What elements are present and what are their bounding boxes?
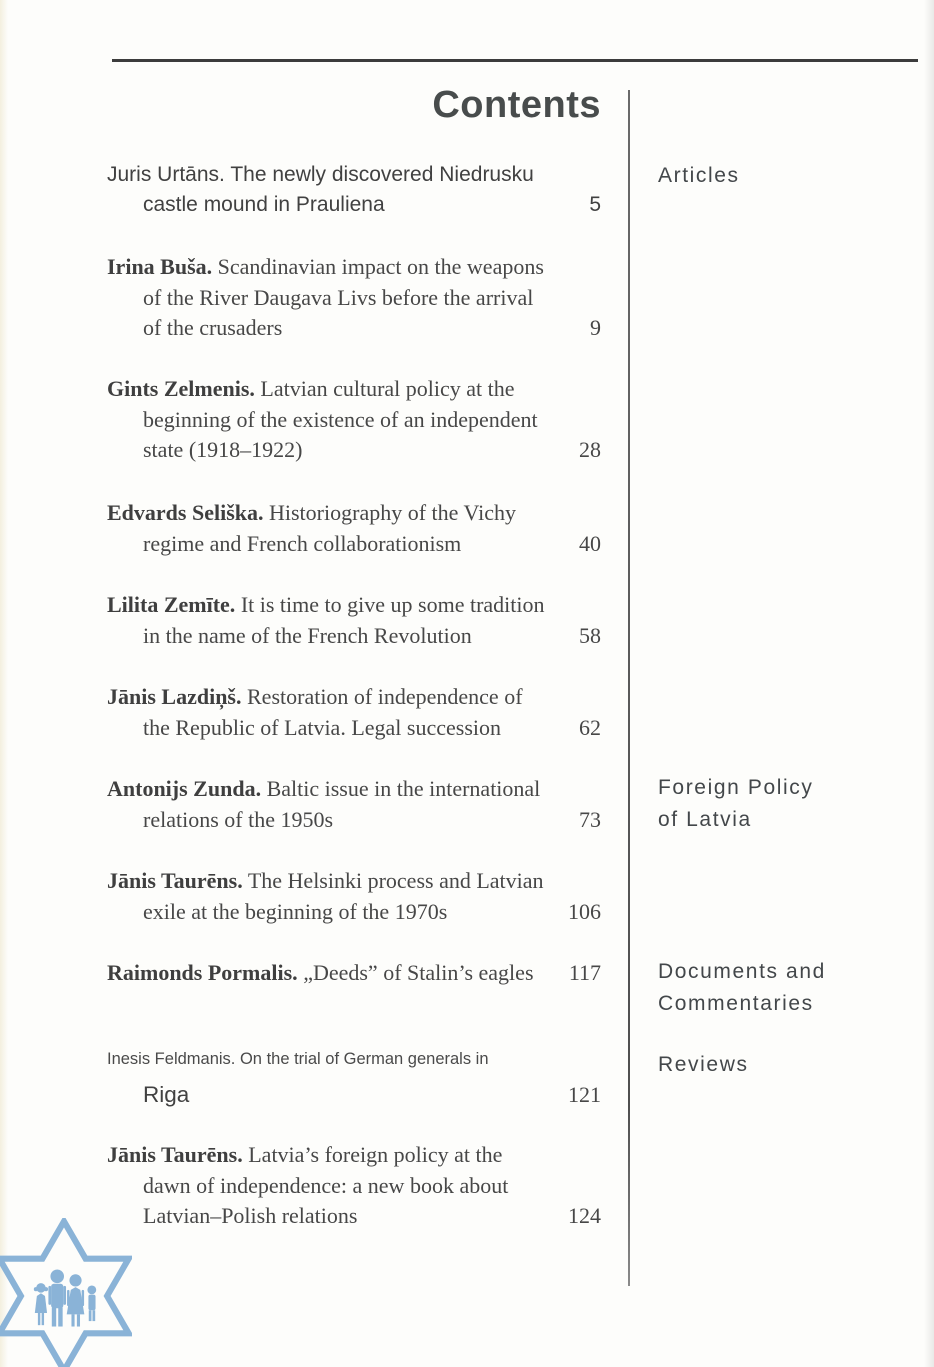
- entry-line: regime and French collaborationism: [143, 530, 462, 556]
- entry-title: Latvian cultural policy at the: [254, 376, 515, 401]
- page-number: 121: [568, 1081, 601, 1107]
- entry-author: Gints Zelmenis.: [107, 376, 255, 401]
- toc-entry: [107, 866, 601, 927]
- entry-title: Restoration of independence of: [241, 684, 523, 709]
- entry-line: [107, 498, 601, 529]
- entry-line: of the River Daugava Livs before the arrival: [143, 284, 534, 310]
- toc-entry: [107, 774, 601, 835]
- header-rule: [112, 59, 918, 62]
- section-label-line: Reviews: [658, 1053, 749, 1076]
- toc-entry: [107, 590, 601, 651]
- entry-author: Edvards Seliška.: [107, 500, 264, 525]
- section-label-foreign-policy: [658, 772, 813, 835]
- page-number: 73: [579, 806, 601, 832]
- page-title: Contents: [432, 84, 601, 126]
- section-label-line: Articles: [658, 164, 740, 187]
- entry-line: [107, 1140, 601, 1171]
- entry-line: [107, 866, 601, 897]
- entry-line: [107, 1048, 601, 1070]
- star-of-david-family-icon: [0, 1218, 132, 1367]
- entry-author: Jānis Lazdiņš.: [107, 684, 242, 709]
- entry-author: Jānis Taurēns.: [107, 868, 243, 893]
- entry-author: Juris Urtāns.: [107, 163, 225, 186]
- toc-entry: [107, 374, 601, 466]
- entry-line: castle mound in Prauliena: [143, 193, 385, 216]
- entry-author: Raimonds Pormalis.: [107, 960, 298, 985]
- page-left-edge: [0, 0, 8, 1367]
- section-label-line: of Latvia: [658, 807, 752, 831]
- entry-line: Latvian–Polish relations: [143, 1203, 358, 1228]
- toc-entry: [107, 682, 601, 743]
- entry-title: „Deeds” of Stalin’s eagles: [297, 960, 534, 985]
- entry-author: Jānis Taurēns.: [107, 1142, 243, 1167]
- entry-title: Baltic issue in the international: [261, 776, 541, 801]
- entry-line: Riga: [143, 1082, 190, 1107]
- section-label-documents: [658, 956, 826, 1019]
- entry-line: [107, 252, 601, 283]
- entry-line: relations of the 1950s: [143, 806, 334, 832]
- toc-entry: [107, 1140, 601, 1232]
- entry-title: The Helsinki process and Latvian: [242, 868, 544, 893]
- entry-line: beginning of the existence of an independent: [143, 406, 538, 432]
- page-number: 9: [590, 315, 601, 340]
- entry-line: in the name of the French Revolution: [143, 622, 472, 648]
- column-divider: [628, 90, 630, 1286]
- entry-author: Antonijs Zunda.: [107, 776, 262, 801]
- page-number: 5: [589, 193, 601, 216]
- page-number: 58: [579, 622, 601, 648]
- section-label-line: Foreign Policy: [658, 776, 814, 799]
- entry-line: [107, 374, 601, 405]
- page-number: 106: [568, 898, 601, 924]
- entry-line: exile at the beginning of the 1970s: [143, 898, 448, 924]
- page-number: 40: [579, 530, 601, 556]
- entry-title: On the trial of German generals in: [235, 1050, 489, 1068]
- entry-line: [107, 590, 601, 621]
- toc-entry: [107, 252, 601, 344]
- entry-line: the Republic of Latvia. Legal succession: [143, 714, 501, 740]
- toc-entry: [107, 958, 601, 989]
- page-number: 117: [568, 960, 601, 985]
- section-label-reviews: [658, 1049, 749, 1081]
- entry-author: Inesis Feldmanis.: [107, 1050, 236, 1068]
- entry-title: Latvia’s foreign policy at the: [242, 1142, 503, 1167]
- page-number: 62: [579, 714, 601, 740]
- entry-title: Historiography of the Vichy: [263, 500, 516, 525]
- entry-line: [107, 774, 601, 805]
- entry-line: of the crusaders: [143, 315, 283, 340]
- section-label-line: Commentaries: [658, 991, 814, 1015]
- entry-line: state (1918–1922): [143, 437, 303, 462]
- entry-line: dawn of independence: a new book about: [143, 1172, 509, 1198]
- entry-author: Lilita Zemīte.: [107, 592, 236, 617]
- toc-entry: [107, 160, 601, 220]
- toc-entry: [107, 498, 601, 559]
- page-right-edge-shadow: [924, 0, 934, 1367]
- section-label-articles: [658, 160, 740, 192]
- entry-line: [107, 160, 601, 190]
- entry-author: Irina Buša.: [107, 254, 213, 279]
- toc-entry: [107, 1048, 601, 1110]
- page-number: 28: [579, 437, 601, 462]
- entry-title: The newly discovered Niedrusku: [224, 163, 534, 186]
- page-number: 124: [568, 1203, 601, 1228]
- entry-title: Scandinavian impact on the weapons: [212, 254, 544, 279]
- entry-line: [107, 958, 601, 989]
- entry-line: [107, 682, 601, 713]
- entry-title: It is time to give up some tradition: [235, 592, 545, 617]
- section-label-line: Documents and: [658, 960, 826, 983]
